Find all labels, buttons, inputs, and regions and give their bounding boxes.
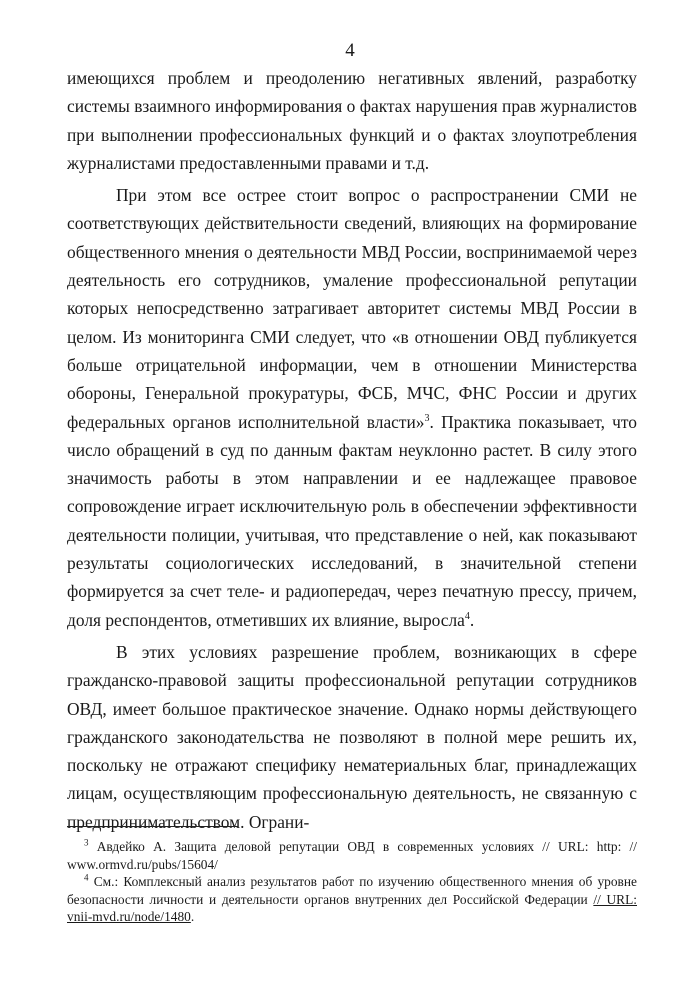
paragraph-2-text-start: При этом все острее стоит вопрос о распространении СМИ не соответствующих действительности сведений, влияющих на формирование общественного мнения о деятельности МВД России, воспринимаемой через деятельность его сотрудников, умаление профессиональной репутации которых непосредственно затрагивает авторитет системы МВД России в целом. Из мониторинга СМИ следует, что «в отношении ОВД публикуется больше отрицательной информации, чем в отношении Министерства обороны, Генеральной прокуратуры, ФСБ, МЧС, ФНС России и других федеральных органов исполнительной власти» <box>67 185 637 432</box>
footnote-3-text: Авдейко А. Защита деловой репутации ОВД в современных условиях // URL: http: // www.ormvd.ru/pubs/15604/ <box>67 839 637 872</box>
footnote-ref-3[interactable]: 3 <box>424 412 430 424</box>
paragraph-1 <box>67 64 637 177</box>
footnotes <box>67 838 637 926</box>
footnote-4-link[interactable]: // URL: vnii-mvd.ru/node/1480 <box>67 891 637 925</box>
footnote-ref-4[interactable]: 4 <box>464 610 470 622</box>
paragraph-3 <box>67 638 637 836</box>
paragraph-2 <box>67 181 637 634</box>
footnote-4 <box>67 873 637 926</box>
footnote-4-text: См.: Комплексный анализ результатов работ по изучению общественного мнения об уровне безопасности личности и деятельности органов внутренних дел Российской Федерации <box>67 874 637 907</box>
paragraph-3-text: В этих условиях разрешение проблем, возникающих в сфере гражданско-правовой защиты профессиональной репутации сотрудников ОВД, имеет большое практическое значение. Однако нормы действующего гражданского законодательства не позволяют в полной мере решить их, поскольку не отражают специфику нематериальных благ, принадлежащих лицам, осуществляющим профессиональную деятельность, не связанную с предпринимательством. Ограни- <box>67 641 637 832</box>
paragraph-2-text-end: . Практика показывает, что число обращений в суд по данным фактам неуклонно растет. В силу этого значимость работы в этом направлении и ее надлежащее правовое сопровождение играет исключительную роль в обеспечении эффективности деятельности полиции, учитывая, что представление о ней, как показывают результаты социологических исследований, в значительной степени формируется за счет теле- и радиопередач, через печатную прессу, причем, доля респондентов, отметивших их влияние, выросла <box>67 411 637 630</box>
footnote-mark-4: 4 <box>84 872 89 883</box>
body-text <box>67 64 637 840</box>
footnote-mark-3: 3 <box>84 837 89 848</box>
footnote-4-end: . <box>190 909 195 925</box>
footnote-separator <box>67 826 238 827</box>
footnote-3 <box>67 838 637 873</box>
page-number: 4 <box>345 40 355 61</box>
paragraph-2-final-period: . <box>469 609 475 630</box>
paragraph-1-text: имеющихся проблем и преодолению негативных явлений, разработку системы взаимного информирования о фактах нарушения прав журналистов при выполнении профессиональных функций и о фактах злоупотребления журналистами предоставленными правами и т.д. <box>67 68 637 173</box>
